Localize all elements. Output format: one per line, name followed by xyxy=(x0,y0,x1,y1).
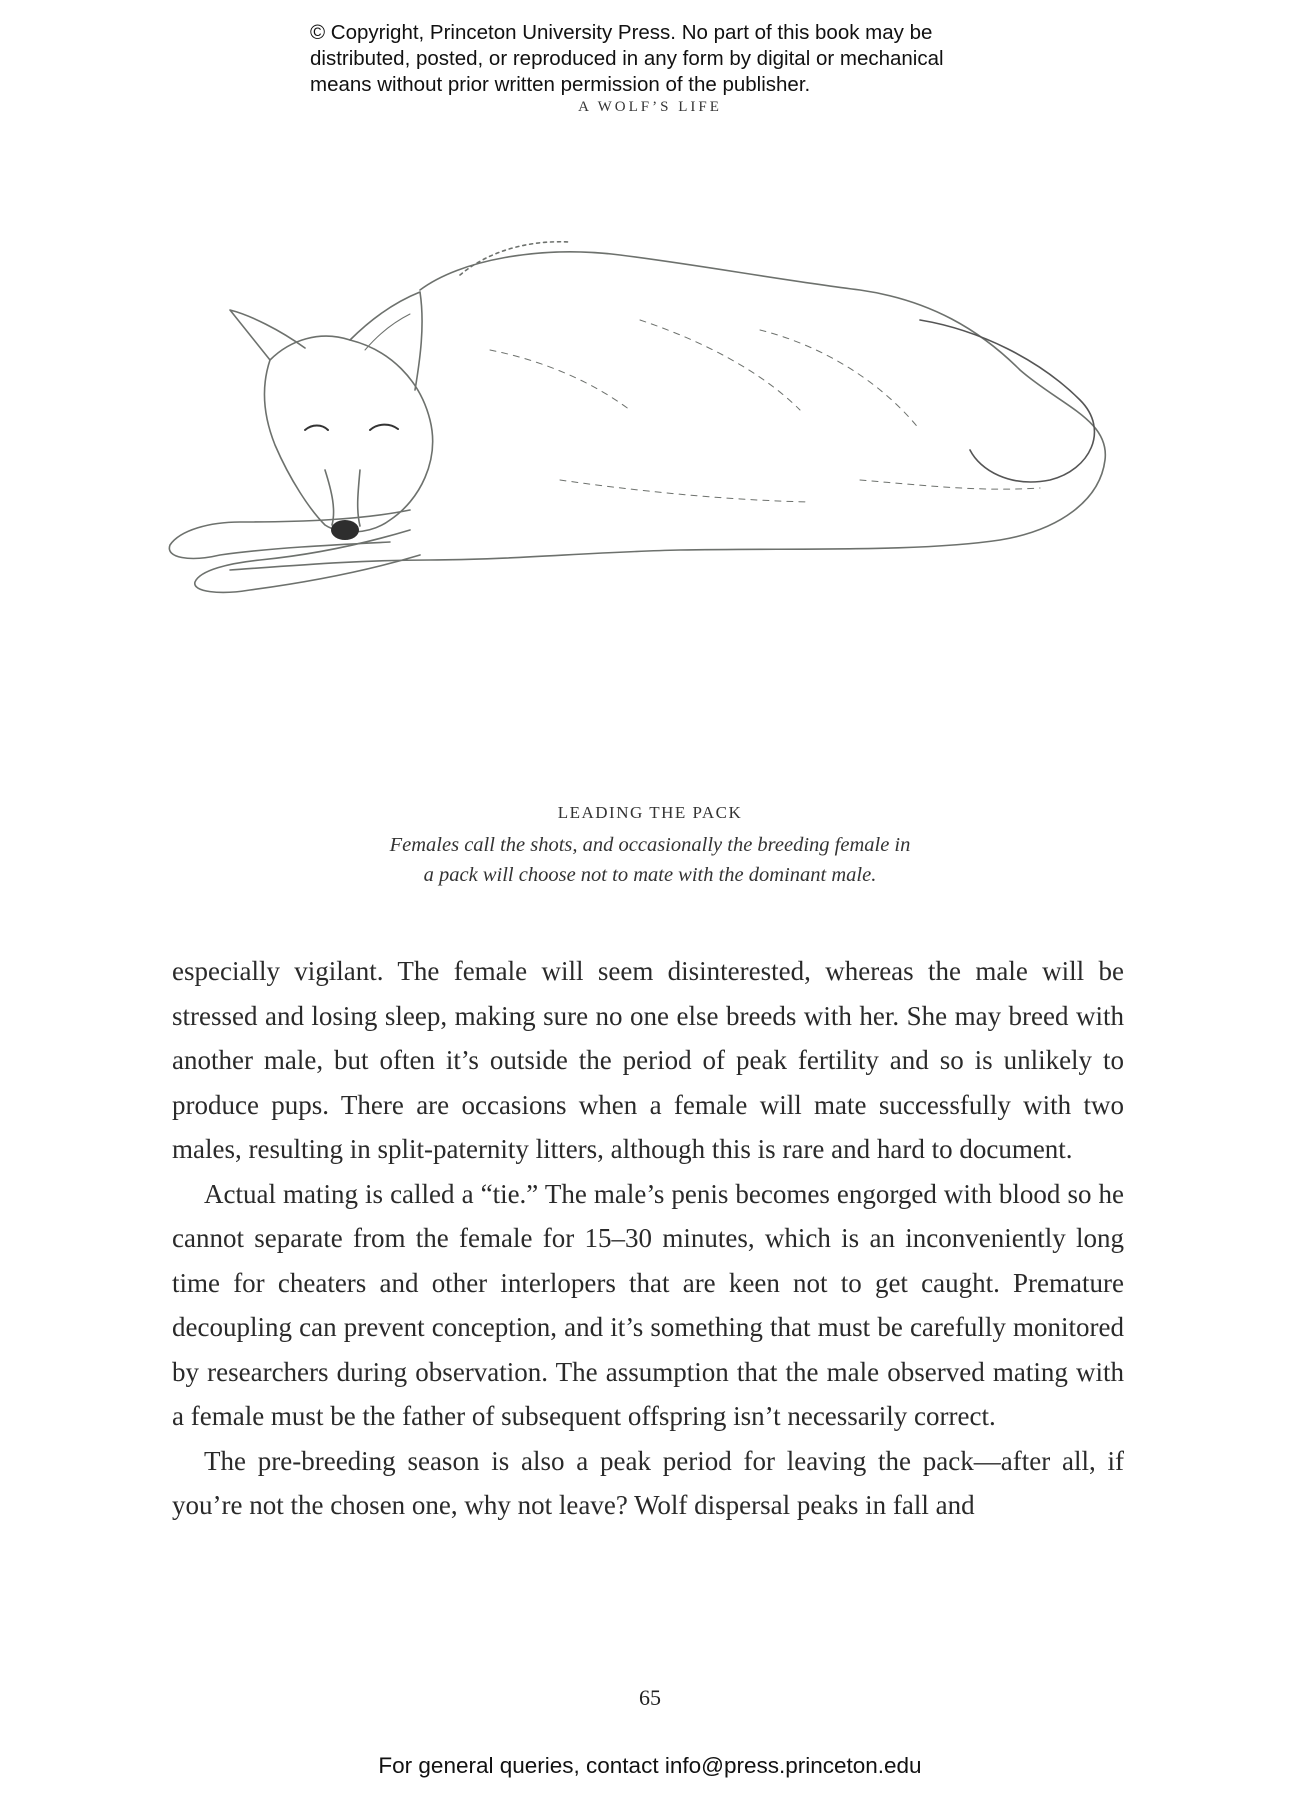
wolf-illustration xyxy=(160,230,1120,700)
copyright-line: © Copyright, Princeton University Press. No part of this book may be xyxy=(310,21,933,44)
copyright-line: distributed, posted, or reproduced in any form by digital or mechanical xyxy=(310,47,944,70)
running-head: A WOLF’S LIFE xyxy=(578,99,722,115)
contact-footer: For general queries, contact info@press.princeton.edu xyxy=(378,1753,922,1778)
paragraph: The pre-breeding season is also a peak period for leaving the pack—after all, if you’re not the chosen one, why not leave? Wolf dispersal peaks in fall and xyxy=(172,1445,1124,1520)
figure-caption xyxy=(330,830,970,890)
caption-line: Females call the shots, and occasionally the breeding female in xyxy=(389,834,911,856)
paragraph: especially vigilant. The female will seem disinterested, whereas the male will be stressed and losing sleep, making sure no one else breeds with her. She may breed with another male, but often it’s outside the period of peak fertility and so is unlikely to produce pups. There are occasions when a female will mate successfully with two males, resulting in split-paternity litters, although this is rare and hard to document. xyxy=(172,956,1124,1164)
page-number: 65 xyxy=(639,1685,661,1710)
paragraph: Actual mating is called a “tie.” The male’s penis becomes engorged with blood so he cannot separate from the female for 15–30 minutes, which is an inconveniently long time for cheaters and other interlopers that are keen not to get caught. Premature decoupling can prevent conception, and it’s something that must be carefully monitored by researchers during observation. The assumption that the male observed mating with a female must be the father of subsequent offspring isn’t necessarily correct. xyxy=(172,1178,1124,1431)
caption-line: a pack will choose not to mate with the dominant male. xyxy=(423,864,877,886)
copyright-line: means without prior written permission of the publisher. xyxy=(310,73,811,96)
copyright-notice xyxy=(310,20,1030,98)
body-text xyxy=(172,949,1124,1528)
figure-title: LEADING THE PACK xyxy=(557,803,743,822)
